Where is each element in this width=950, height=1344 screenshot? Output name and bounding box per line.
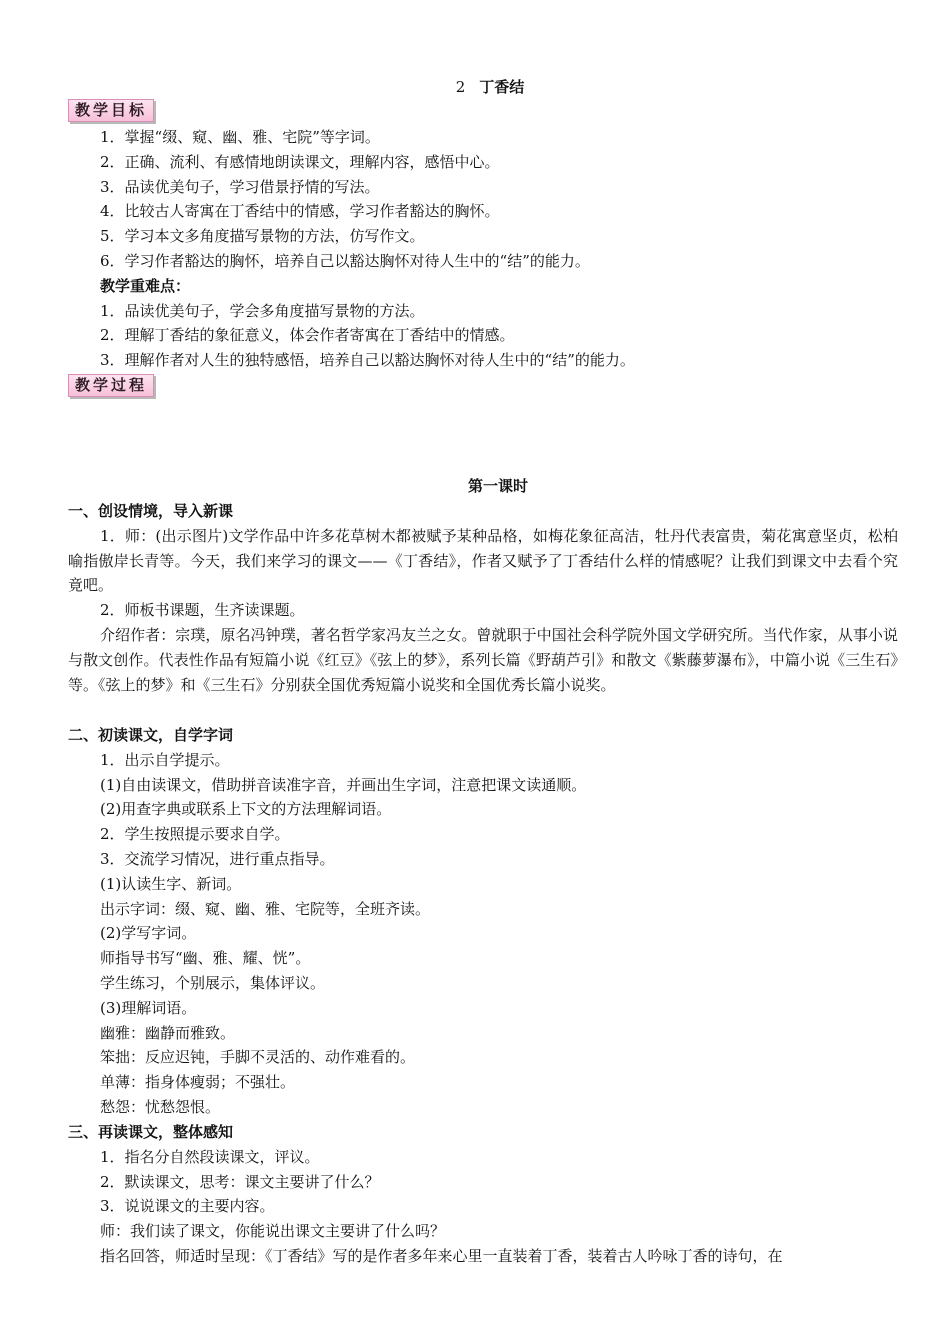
process-badge: 教学过程 <box>68 374 154 397</box>
text-line: 2．默读课文，思考：课文主要讲了什么？ <box>100 1172 380 1191</box>
text-line: 2．学生按照提示要求自学。 <box>100 825 290 844</box>
text-line: 指名回答，师适时呈现：《丁香结》写的是作者多年来心里一直装着丁香，装着古人吟咏丁香的诗句，在 <box>100 1246 783 1265</box>
paragraph: 2．师板书课题，生齐读课题。 <box>100 601 305 620</box>
text-line: 师指导书写“幽、雅、耀、恍”。 <box>100 949 311 968</box>
text-line: 愁怨：忧愁怨恨。 <box>100 1097 221 1116</box>
section-heading: 三、再读课文，整体感知 <box>68 1123 234 1141</box>
key-points-heading: 教学重难点： <box>100 276 191 295</box>
text-line: 幽雅：幽静而雅致。 <box>100 1023 236 1042</box>
objective-item: 4．比较古人寄寓在丁香结中的情感，学习作者豁达的胸怀。 <box>100 202 500 221</box>
text-line: 3．说说课文的主要内容。 <box>100 1197 275 1216</box>
author-intro: 介绍作者：宗璞，原名冯钟璞，著名哲学家冯友兰之女。曾就职于中国社会科学院外国文学研究所。当代作家，从事小说与散文创作。代表性作品有短篇小说《红豆》《弦上的梦》，系列长篇《野葫芦引》和散文《紫藤萝瀑布》，中篇小说《三生石》等。《弦上的梦》和《三生石》分别获全国优秀短篇小说奖和全国优秀长篇小说奖。 <box>68 625 898 694</box>
text-line: (1)自由读课文，借助拼音读准字音，并画出生字词，注意把课文读通顺。 <box>100 775 587 794</box>
lesson-name: 丁香结 <box>479 78 525 96</box>
section-1 <box>68 499 898 697</box>
objective-item: 1．掌握“缀、窥、幽、雅、宅院”等字词。 <box>100 128 380 146</box>
objective-item: 3．品读优美句子，学习借景抒情的写法。 <box>100 177 380 196</box>
text-line: 单薄：指身体瘦弱；不强壮。 <box>100 1073 296 1092</box>
text-line: (1)认读生字、新词。 <box>100 874 242 893</box>
text-line: (2)用查字典或联系上下文的方法理解词语。 <box>100 800 392 819</box>
objectives-badge: 教学目标 <box>68 99 154 122</box>
text-line: (3)理解词语。 <box>100 998 197 1017</box>
lesson-title <box>0 76 950 97</box>
objective-item: 5．学习本文多角度描写景物的方法，仿写作文。 <box>100 227 425 246</box>
text-line: 笨拙：反应迟钝，手脚不灵活的、动作难看的。 <box>100 1048 416 1067</box>
text-line: 学生练习，个别展示，集体评议。 <box>100 973 326 992</box>
text-line: 3．交流学习情况，进行重点指导。 <box>100 849 335 868</box>
section-3 <box>68 1120 898 1269</box>
period-title-text: 第一课时 <box>467 477 528 495</box>
text-line: (2)学写字词。 <box>100 924 197 943</box>
paragraph: 1．师：(出示图片)文学作品中许多花草树木都被赋予某种品格，如梅花象征高洁，牡丹代表富贵，菊花寓意坚贞，松柏喻指傲岸长青等。今天，我们来学习的课文——《丁香结》，作者又赋予了丁香结什么样的情感呢？让我们到课文中去看个究竟吧。 <box>68 526 898 595</box>
lesson-number: 2 <box>455 78 466 96</box>
key-point-item: 1．品读优美句子，学会多角度描写景物的方法。 <box>100 301 425 320</box>
objectives-list <box>68 125 898 373</box>
period-title <box>68 474 898 499</box>
key-point-item: 2．理解丁香结的象征意义，体会作者寄寓在丁香结中的情感。 <box>100 326 515 345</box>
objective-item: 2．正确、流利、有感情地朗读课文，理解内容，感悟中心。 <box>100 152 500 171</box>
text-line: 出示字词：缀、窥、幽、雅、宅院等，全班齐读。 <box>100 899 431 918</box>
text-line: 师：我们读了课文，你能说出课文主要讲了什么吗？ <box>100 1222 446 1241</box>
text-line: 1．出示自学提示。 <box>100 750 230 769</box>
key-point-item: 3．理解作者对人生的独特感悟，培养自己以豁达胸怀对待人生中的“结”的能力。 <box>100 351 635 370</box>
section-heading: 二、初读课文，自学字词 <box>68 726 234 744</box>
section-2 <box>68 723 898 1120</box>
text-line: 1．指名分自然段读课文，评议。 <box>100 1147 320 1166</box>
objective-item: 6．学习作者豁达的胸怀，培养自己以豁达胸怀对待人生中的“结”的能力。 <box>100 251 590 270</box>
section-heading: 一、创设情境，导入新课 <box>68 502 234 520</box>
